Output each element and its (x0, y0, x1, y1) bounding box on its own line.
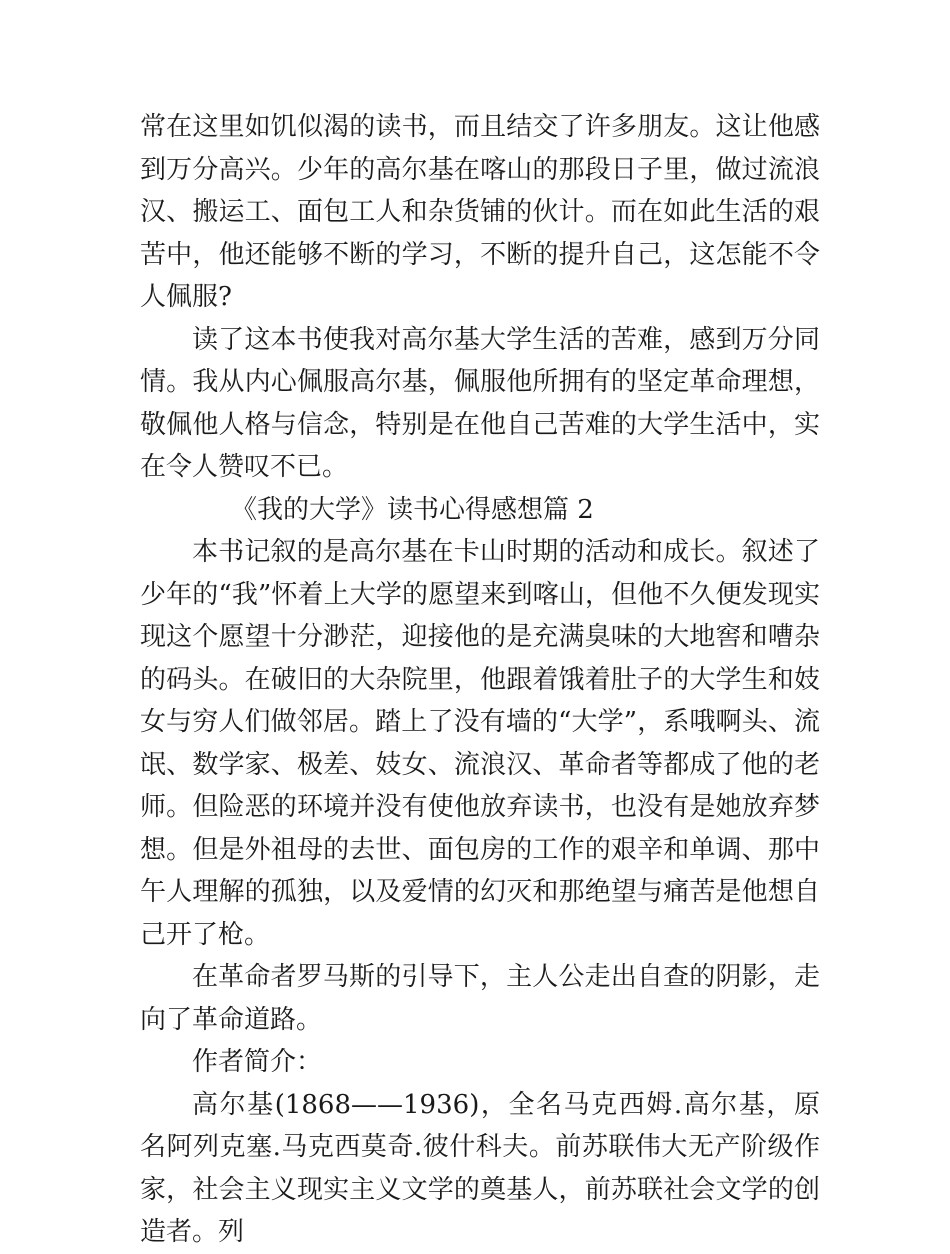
paragraph-reflection: 读了这本书使我对高尔基大学生活的苦难，感到万分同情。我从内心佩服高尔基，佩服他所拥有的坚定革命理想，敬佩他人格与信念，特别是在他自己苦难的大学生活中，实在令人赞叹不已。 (140, 324, 820, 482)
paragraph-revolution: 在革命者罗马斯的引导下，主人公走出自查的阴影，走向了革命道路。 (140, 962, 820, 1035)
body-text (140, 106, 820, 1254)
paragraph-summary: 本书记叙的是高尔基在卡山时期的活动和成长。叙述了少年的“我”怀着上大学的愿望来到喀山，但他不久便发现实现这个愿望十分渺茫，迎接他的是充满臭味的大地窖和嘈杂的码头。在破旧的大杂院里，他跟着饿着肚子的大学生和妓女与穷人们做邻居。踏上了没有墙的“大学”，系哦啊头、流氓、数学家、极差、妓女、流浪汉、革命者等都成了他的老师。但险恶的环境并没有使他放弃读书，也没有是她放弃梦想。但是外祖母的去世、面包房的工作的艰辛和单调、那中午人理解的孤独，以及爱情的幻灭和那绝望与痛苦是他想自己开了枪。 (140, 537, 820, 950)
section-heading: 《我的大学》读书心得感想篇 2 (231, 494, 594, 525)
author-intro-label: 作者简介： (192, 1047, 323, 1077)
paragraph-continuation: 常在这里如饥似渴的读书，而且结交了许多朋友。这让他感到万分高兴。少年的高尔基在喀山的那段日子里，做过流浪汉、搬运工、面包工人和杂货铺的伙计。而在如此生活的艰苦中，他还能够不断的学习，不断的提升自己，这怎能不令人佩服? (140, 112, 820, 312)
paragraph-author-bio: 高尔基(1868——1936)，全名马克西姆.高尔基，原名阿列克塞.马克西莫奇.彼什科夫。前苏联伟大无产阶级作家，社会主义现实主义文学的奠基人，前苏联社会文学的创造者。列 (140, 1089, 820, 1247)
